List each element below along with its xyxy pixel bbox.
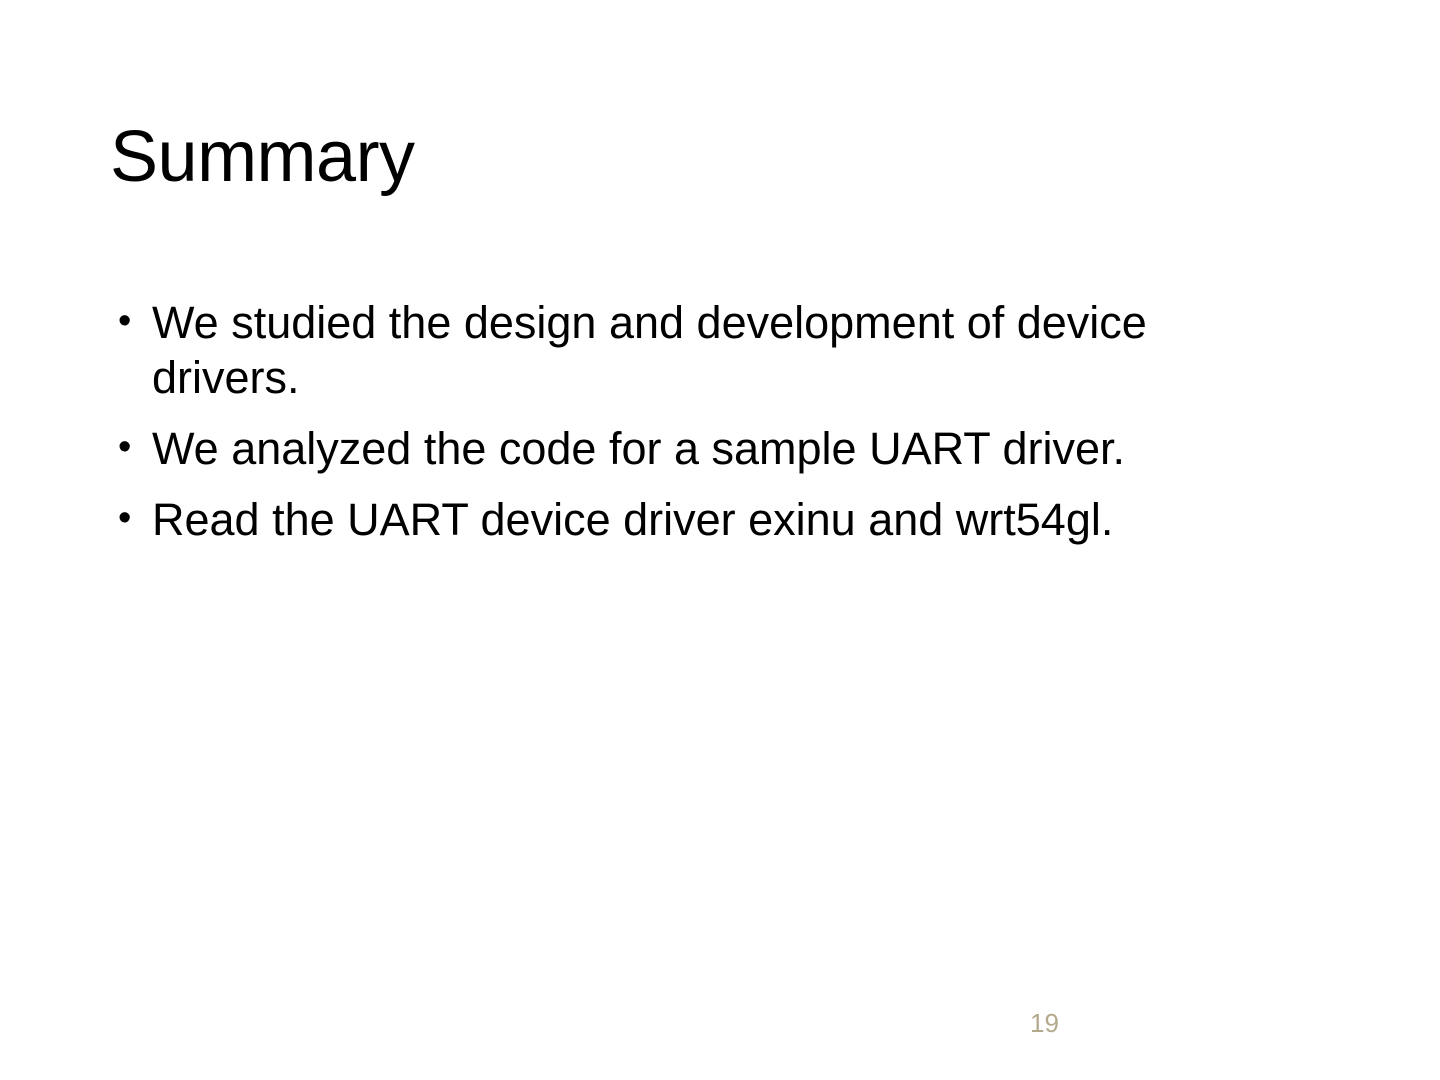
- page-title: Summary: [110, 117, 415, 197]
- list-item-text: We studied the design and development of device drivers.: [152, 297, 1147, 403]
- bullet-icon: •: [118, 425, 132, 468]
- list-item-text: Read the UART device driver exinu and wrt54gl.: [152, 493, 1114, 545]
- list-item: [110, 296, 1272, 406]
- bullet-icon: •: [118, 496, 132, 539]
- list-item: [110, 422, 1350, 477]
- bullet-icon: •: [118, 300, 132, 342]
- list-item-text: We analyzed the code for a sample UART driver.: [152, 422, 1125, 474]
- page-number: 19: [1030, 1008, 1059, 1038]
- list-item: [110, 493, 1350, 548]
- bullet-list: [110, 296, 1350, 564]
